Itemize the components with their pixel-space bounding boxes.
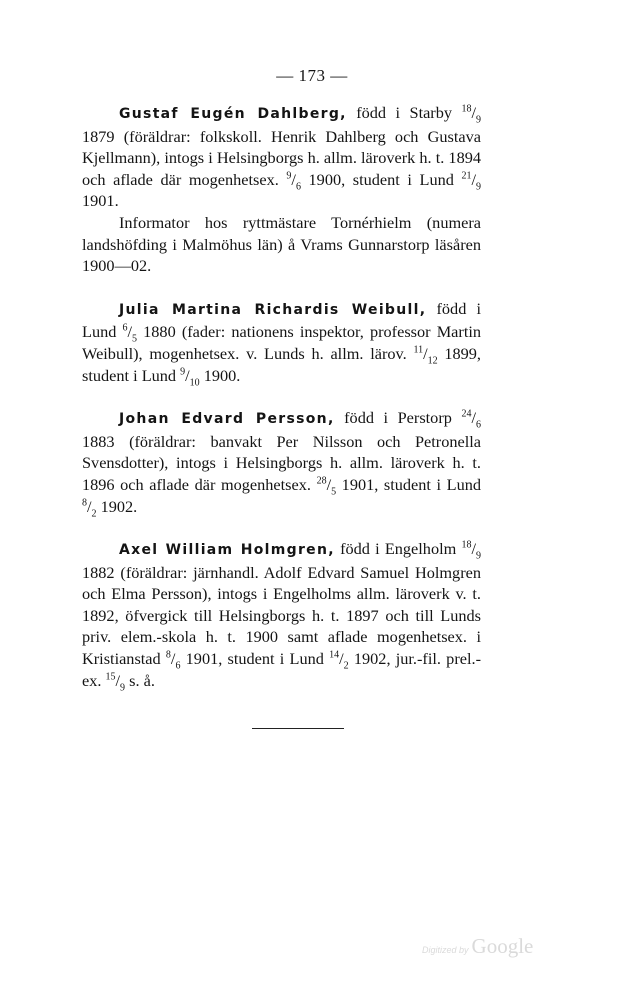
date-fraction-bottom: 12 bbox=[427, 355, 438, 367]
date-fraction-bottom: 2 bbox=[343, 660, 349, 672]
entry-paragraph: Axel William Holmgren, född i Engelholm $^{18}/_9$ 1882 (föräldrar: järnhandl. Adolf Edvard Samuel Holmgren och Elma Persson), intogs i Engelholms allm. läroverk v. t. 1892, öfvergick till Helsingborgs h. t. 1897 och till Lunds priv. elem.-skola h. t. 1900 samt aflade mogenhetsex. i Kristianstad $^8/_6$ 1901, student i Lund $^{14}/_2$ 1902, jur.-fil. prel.-ex. $^{15}/_9$ s. å. bbox=[82, 539, 482, 693]
date-fraction-top: 8 bbox=[82, 497, 87, 509]
biography-entry-holmgren bbox=[82, 538, 481, 691]
person-name: Julia Martina Richardis Weibull, bbox=[119, 301, 427, 318]
biography-entry-dahlberg bbox=[82, 102, 481, 277]
person-name: Johan Edvard Persson, bbox=[119, 411, 335, 428]
date-fraction-top: 28 bbox=[316, 475, 327, 487]
entry-paragraph: Gustaf Eugén Dahlberg, född i Starby $^{18}/_9$ 1879 (föräldrar: folkskoll. Henrik Dahlberg och Gustava Kjellmann), intogs i Helsingborgs h. allm. läroverk h. t. 1894 och aflade där mogenhetsex. $^9/_6$ 1900, student i Lund $^{21}/_9$ 1901. bbox=[82, 103, 482, 211]
person-name: Axel William Holmgren, bbox=[119, 542, 335, 559]
date-fraction-top: 21 bbox=[461, 170, 472, 182]
entry-paragraph: Julia Martina Richardis Weibull, född i Lund $^6/_5$ 1880 (fader: nationens inspektor, professor Martin Weibull), mogenhetsex. v. Lunds h. allm. lärov. $^{11}/_{12}$ 1899, student i Lund $^9/_{10}$ 1900. bbox=[82, 298, 482, 388]
entry-paragraph-career: Informator hos ryttmästare Tornérhielm (numera landshöfding i Malmöhus län) å Vrams Gunnarstorp läsåren 1900—02. bbox=[82, 212, 481, 276]
date-fraction-bottom: 6 bbox=[175, 660, 181, 672]
date-fraction-bottom: 9 bbox=[476, 114, 482, 126]
biography-entry-weibull bbox=[82, 298, 481, 386]
date-fraction-top: 6 bbox=[122, 322, 128, 334]
google-logo: Google bbox=[471, 934, 534, 958]
date-fraction-top: 14 bbox=[329, 649, 340, 661]
date-fraction-bottom: 6 bbox=[295, 181, 301, 193]
date-fraction-bottom: 2 bbox=[91, 507, 97, 519]
date-fraction-bottom: 9 bbox=[476, 550, 482, 562]
biography-entry-persson bbox=[82, 407, 481, 517]
date-fraction-bottom: 5 bbox=[132, 333, 138, 345]
date-fraction-top: 9 bbox=[286, 170, 292, 182]
entry-paragraph: Johan Edvard Persson, född i Perstorp $^{24}/_6$ 1883 (föräldrar: banvakt Per Nilsson och Petronella Svensdotter), intogs i Helsingborgs h. allm. läroverk h. t. 1896 och aflade där mogenhetsex. $^{28}/_5$ 1901, student i Lund $^8/_2$ 1902. bbox=[82, 408, 482, 519]
end-rule bbox=[252, 728, 344, 729]
person-name: Gustaf Eugén Dahlberg, bbox=[119, 106, 347, 122]
page-number: — 173 — bbox=[276, 66, 348, 85]
date-fraction-bottom: 9 bbox=[120, 681, 126, 693]
biography-entries bbox=[82, 102, 481, 712]
watermark-prefix: Digitized by bbox=[422, 945, 469, 955]
date-fraction-top: 18 bbox=[461, 103, 472, 115]
date-fraction-bottom: 10 bbox=[189, 376, 200, 388]
date-fraction-bottom: 6 bbox=[476, 419, 481, 431]
date-fraction-bottom: 9 bbox=[476, 181, 482, 193]
date-fraction-top: 8 bbox=[165, 649, 171, 661]
date-fraction-top: 11 bbox=[413, 344, 424, 356]
date-fraction-top: 24 bbox=[461, 408, 472, 420]
date-fraction-top: 9 bbox=[180, 366, 186, 378]
date-fraction-bottom: 5 bbox=[331, 486, 337, 498]
date-fraction-top: 15 bbox=[105, 671, 116, 683]
date-fraction-top: 18 bbox=[461, 539, 472, 551]
digitized-watermark bbox=[422, 934, 533, 959]
